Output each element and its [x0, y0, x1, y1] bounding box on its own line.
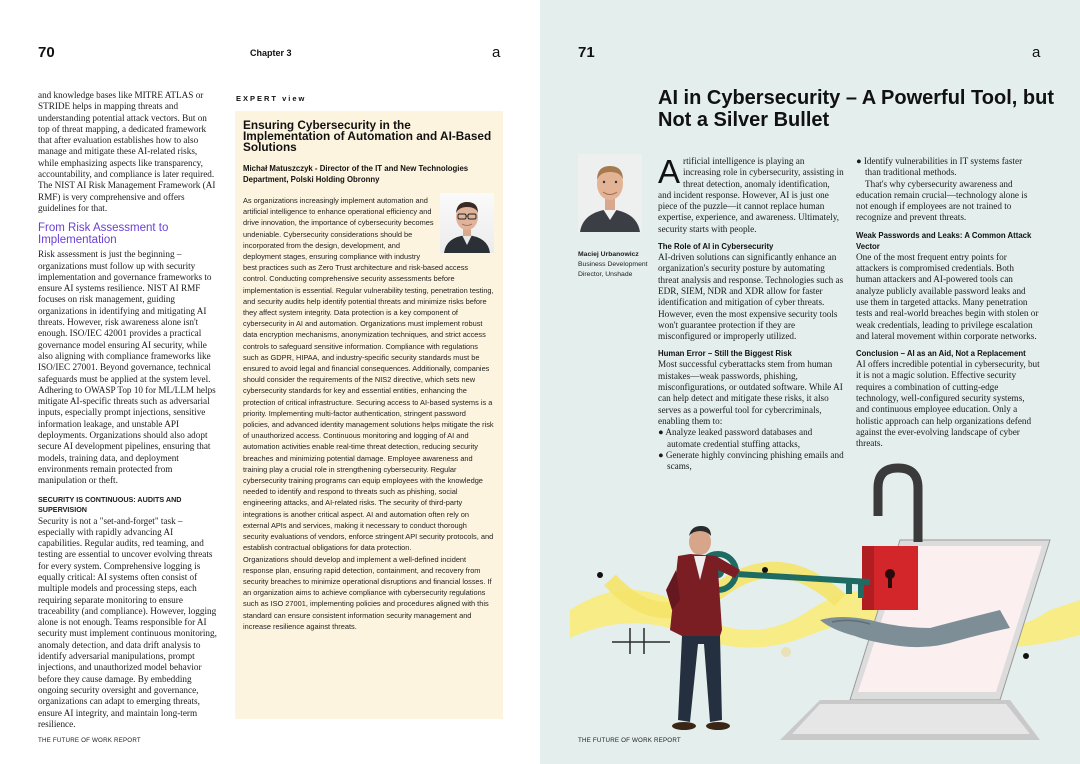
expert-view-label: EXPERT view — [236, 94, 307, 103]
bullet-item: ● Generate highly convincing phishing emails and scams, — [658, 449, 844, 472]
left-article-column — [38, 90, 218, 730]
author-photo — [578, 154, 642, 232]
paragraph: Organizations should develop and implement a well-defined incident response plan, ensuring rapid detection, containment, and recovery from security breaches to minimize operational disruptions and financial losses. If an organization aims to achieve compliance with cybersecurity regulations such as ISO 27001, implementing policies and procedures aligned with this standard can ensure consistent information security management and increase resilience against threats. — [243, 554, 492, 631]
page-number: 70 — [38, 44, 55, 61]
article-title: AI in Cybersecurity – A Powerful Tool, but Not a Silver Bullet — [658, 87, 1054, 131]
section-heading: SECURITY IS CONTINUOUS: AUDITS AND SUPERVISION — [38, 494, 182, 514]
footer-text: THE FUTURE OF WORK REPORT — [578, 737, 681, 744]
paragraph: AI-driven solutions can significantly enhance an organization's security posture by automating threat analysis and response. Technologies such as EDR, SIEM, NDR and XDR allow for faster identification and mitigation of cyber threats. However, even the most expensive security tools won't guarantee protection if they are misconfigured or improperly utilized. — [658, 252, 844, 342]
publication-logo: a — [492, 44, 501, 61]
author-caption — [578, 250, 648, 280]
section-heading: Weak Passwords and Leaks: A Common Attack Vector — [856, 230, 1032, 251]
paragraph: That's why cybersecurity awareness and education remain crucial—technology alone is not enough if employees are not trained to recognize and prevent threats. — [856, 178, 1028, 223]
section-heading: Human Error – Still the Biggest Risk — [658, 349, 792, 359]
paragraph: Security is not a "set-and-forget" task – especially with rapidly advancing AI capabilities. Regular audits, red teaming, and testing are essential to uncover evolving threats for every system. Comprehensive logging is equally critical: AI systems often consist of multiple models and processing steps, each requiring separate monitoring to ensure traceability (and compliance). However, logging alone is not enough. Teams responsible for AI security must implement continuous monitoring, anomaly detection, and data drift analysis to identify adversarial manipulations, prompt injections, and unauthorized model behavior before they cause damage. By embedding ongoing security oversight and governance, organizations can adapt to emerging threats, ensure AI integrity, and maintain long-term resilience. — [38, 515, 217, 729]
intro-paragraph: Artificial intelligence is playing an increasing role in cybersecurity, assisting in threat detection, anomaly identification, and incident response. However, AI is just one piece of the puzzle—it cannot replace human expertise, experience, and awareness. Ultimately, security starts with people. — [658, 153, 844, 234]
section-heading: The Role of AI in Cybersecurity — [658, 242, 774, 252]
footer-text: THE FUTURE OF WORK REPORT — [38, 737, 141, 744]
paragraph: Risk assessment is just the beginning – organizations must follow up with security implementation and governance frameworks to ensure AI systems resilience. NIST AI RMF focuses on risk management, guiding organizations in identifying and mitigating AI threats. However, risk awareness alone isn't enough. ISO/IEC 42001 provides a practical governance model ensuring AI security, while also aligning with compliance frameworks like ISO/IEC 27001. Beyond governance, technical safeguards must be applied at the system level. Adhering to OWASP Top 10 for ML/LLM helps mitigate AI-specific threats such as adversarial inputs, especially prompt injections, sensitive information leakage, and unstable API deployments. Organizations should also adopt secure AI development pipelines, ensuring that models, training data, and deployment environments remain protected from manipulation or theft. — [38, 249, 216, 486]
expert-view-box — [235, 111, 503, 719]
expert-author: Michał Matuszczyk - Director of the IT and New Technologies Department, Polski Holding Obronny — [243, 164, 469, 184]
expert-title: Ensuring Cybersecurity in the Implementation of Automation and AI-Based Solutions — [243, 118, 492, 154]
expert-photo — [440, 193, 494, 253]
publication-logo: a — [1032, 44, 1041, 61]
chapter-header: Chapter 3 — [250, 48, 292, 58]
cybersecurity-illustration — [570, 460, 1080, 764]
paragraph: Most successful cyberattacks stem from human mistakes—weak passwords, phishing, misconfigurations, or outdated software. While AI can help detect and mitigate these risks, it also serves as a powerful tool for cybercriminals, enabling them to: — [658, 359, 843, 426]
paragraph: and knowledge bases like MITRE ATLAS or STRIDE helps in mapping threats and understanding potential attack vectors. But on top of threat mapping, a dedicated framework that after evaluation establishes how to also manage and mitigate these AI-related risks, while emphasizing aspects like transparency, accountability, and compliance is later required. The NIST AI Risk Management Framework (AI RMF) is very comprehensive and offers guidelines for that. — [38, 90, 216, 213]
article-column-1 — [658, 153, 844, 472]
page-number: 71 — [578, 44, 595, 61]
paragraph: As organizations increasingly implement automation and artificial intelligence to enhance operational efficiency and drive innovation, the importance of cybersecurity becomes undeniable. Cybersecurity considerations should be incorporated from the design, development, and deployment stages, ensuring compliance with industry best practices such as Zero Trust architecture and risk-based access control. Conducting comprehensive security assessments before implementation is essential. Regular vulnerability testing, penetration testing, and security audits help identify potential threats and minimize risks before they affect system integrity. Data protection is a key component of cybersecurity in AI and automation. Organizations must implement robust data encryption mechanisms, anonymization techniques, and strict access controls to safeguard sensitive information. Compliance with regulations such as GDPR, HIPAA, and industry-specific security standards must be ensured to avoid legal and financial consequences. Additionally, companies should consider the requirements of the NIS2 directive, which sets new cybersecurity standards for key and essential entities, enhancing the protection of critical infrastructure. Securing access to AI-based systems is a priority. Implementing multi-factor authentication, stringent password policies, and advanced identity management solutions helps mitigate the risk of unauthorized access. Continuous monitoring and logging of AI and automation activities enable real-time threat detection, reducing security breaches and minimizing potential damage. Employee awareness and training play a crucial role in strengthening cybersecurity. Regular cybersecurity training programs can equip employees with the knowledge needed to identify and respond to threats such as phishing, social engineering attacks, and AI-related risks. The security of third-party integrations is another critical aspect. AI and automation often rely on external APIs and services, making it necessary to conduct thorough security evaluations of vendors, enforce stringent API security protocols, and establish contractual obligations for data protection. — [243, 196, 494, 553]
bullet-item: ● Analyze leaked password databases and automate credential stuffing attacks, — [658, 427, 813, 449]
author-role: Business Development Director, Unshade — [578, 261, 648, 278]
author-name: Maciej Urbanowicz — [578, 251, 639, 258]
drop-cap: A — [658, 153, 681, 190]
section-heading: From Risk Assessment to Implementation — [38, 222, 169, 246]
right-page — [540, 0, 1080, 764]
paragraph: AI offers incredible potential in cybersecurity, but it is not a magic solution. Effective security requires a combination of cutting-edge technology, well-configured security systems, and continuous employee education. Only a holistic approach can help organizations defend against the ever-evolving landscape of cyber threats. — [856, 359, 1040, 449]
section-heading: Conclusion – AI as an Aid, Not a Replacement — [856, 349, 1026, 359]
article-column-2 — [856, 156, 1040, 450]
paragraph: One of the most frequent entry points for attackers is compromised credentials. Both human attackers and AI-powered tools can analyze publicly available password leaks and use them in targeted attacks. Many penetration tests and real-world breaches begin with stolen or weak credentials, leading to privilege escalation and lateral movement within corporate networks. — [856, 251, 1039, 341]
bullet-item: ● Identify vulnerabilities in IT systems faster than traditional methods. — [856, 156, 1023, 178]
